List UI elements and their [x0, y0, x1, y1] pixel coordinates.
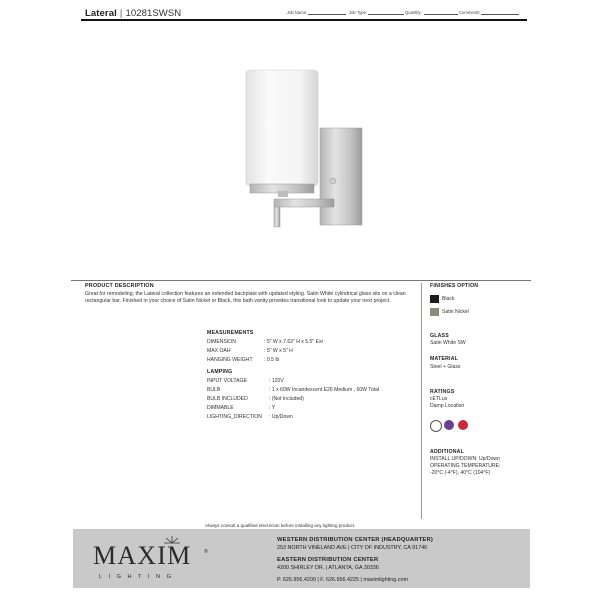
glass-value: Satin White SW [430, 340, 466, 346]
description-text: Great for remodeling, the Lateral collection features an extended backplate with updated styling. Satin White cylindrical glass sits on a clean rectangular bar. Finished in your choice of Satin Nickel or Black, this bath vanity provides transitional look to update your next project. [85, 291, 406, 305]
job-type-label: Job Type: [349, 10, 368, 15]
additional-line: -20°C (-4°F), 40°C (104°F) [430, 470, 491, 476]
product-sku: 10281SWSN [125, 8, 182, 19]
satin-nickel-swatch[interactable] [430, 308, 439, 316]
material-value: Steel + Glass [430, 364, 461, 370]
product-name: Lateral [85, 8, 117, 19]
lamping-heading: LAMPING [207, 369, 233, 375]
job-name-field[interactable] [287, 10, 307, 15]
ratings-heading: RATINGS [430, 389, 455, 395]
header-rule [81, 19, 527, 21]
comments-field[interactable] [459, 10, 480, 15]
finishes-heading: FINISHES OPTION [430, 283, 479, 289]
measurements-table: DIMENSION : 5" W x 7.63" H x 5.5" Ext MAX OAH : 5" W x 5" H HANGING WEIGHT : 0.5 lb [207, 339, 323, 363]
description-heading: PRODUCT DESCRIPTION [85, 283, 154, 289]
quantity-field[interactable] [405, 10, 422, 15]
product-title [85, 8, 181, 19]
finish-label: Satin Nickel [442, 309, 469, 315]
comments-label: Comments: [459, 10, 481, 15]
title-separator: | [119, 8, 123, 19]
lamping-table: INPUT VOLTAGE : 120V BULB : 1 x 60W Incandescent E26 Medium , 60W Total BULB INCLUDED : (Not Included) DIMMABLE : Y LIGHTING_DIRECTION : Up/Down [207, 378, 380, 420]
quantity-label: Quantity: [405, 10, 422, 15]
black-swatch[interactable] [430, 295, 439, 303]
product-image [230, 60, 380, 240]
east-dc-address: 4200 SHIRLEY DR. | ATLANTA, GA 30336 [277, 565, 379, 571]
registered-mark-icon: ® [204, 549, 208, 555]
section-rule [71, 280, 531, 281]
damp-location-icon [458, 420, 468, 430]
finish-label: Black [442, 296, 455, 302]
glass-heading: GLASS [430, 333, 449, 339]
maxim-logo: MAXIM [93, 541, 192, 570]
etl-listed-icon [430, 420, 442, 432]
measurements-heading: MEASUREMENTS [207, 330, 254, 336]
ratings-line: cETLus [430, 396, 448, 402]
contact-line: P. 626.956.4200 | F. 626.956.4225 | maximlighting.com [277, 577, 408, 583]
job-type-field[interactable] [349, 10, 367, 15]
job-name-label: Job Name: [287, 10, 308, 15]
west-dc-address: 253 NORTH VINELAND AVE | CITY OF INDUSTRY, CA 91746 [277, 545, 428, 551]
additional-line: OPERATING TEMPERATURE: [430, 463, 501, 469]
material-heading: MATERIAL [430, 356, 459, 362]
starburst-icon [163, 536, 181, 550]
disclaimer: Always consult a qualified electrician before installing any lighting product. [205, 523, 356, 528]
title-24-icon [444, 420, 454, 430]
additional-heading: ADDITIONAL [430, 449, 464, 455]
column-divider [421, 283, 422, 519]
logo-subtitle: LIGHTING [99, 574, 178, 580]
ratings-line: Damp Location [430, 403, 465, 409]
west-dc-heading: WESTERN DISTRIBUTION CENTER (HEADQUARTER) [277, 537, 434, 543]
additional-line: INSTALL UP/DOWN: Up/Down [430, 456, 500, 462]
east-dc-heading: EASTERN DISTRIBUTION CENTER [277, 557, 379, 563]
